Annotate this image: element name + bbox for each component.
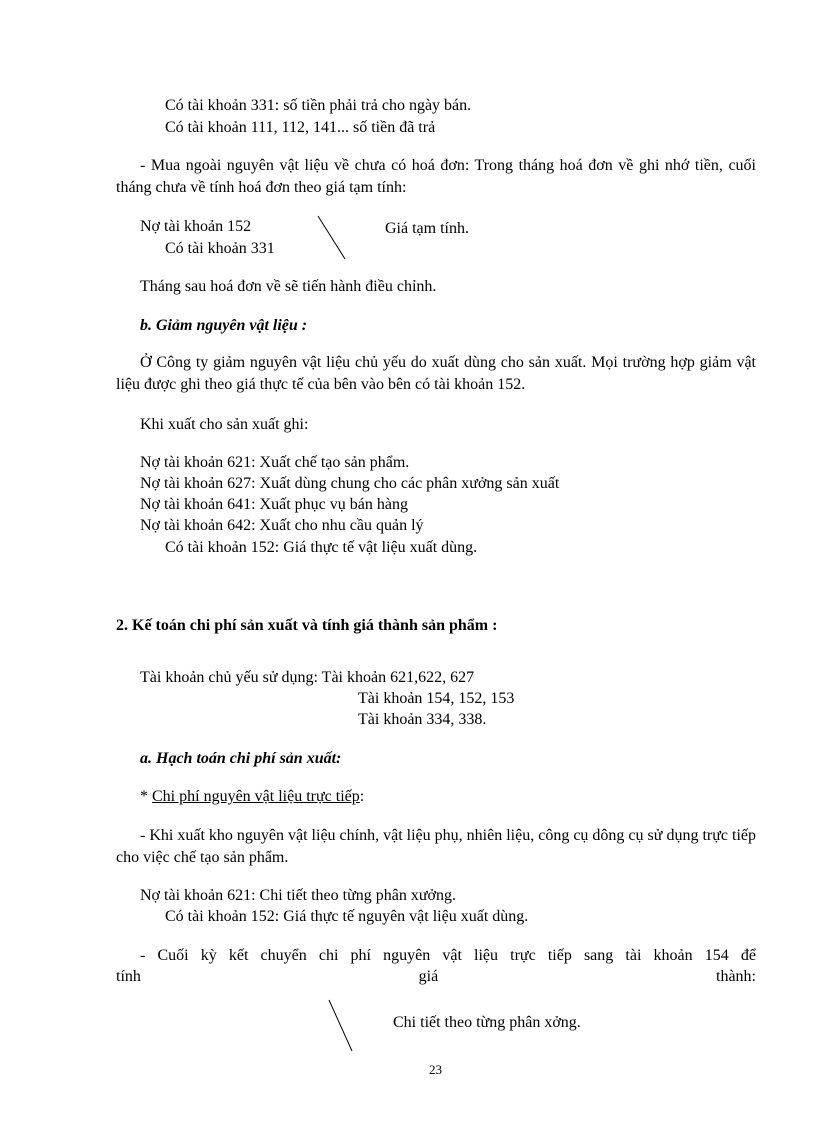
khi-xuat-kho-paragraph: - Khi xuất kho nguyên vật liệu chính, vật liệu phụ, nhiên liệu, công cụ dông cụ sử dụng trực tiếp cho việc chế tạo sản phẩm.: [116, 827, 756, 866]
colon: :: [359, 788, 365, 805]
cong-ty-paragraph: Ở Công ty giảm nguyên vật liệu chủ yếu do xuất dùng cho sản xuất. Mọi trường hợp giảm vật liệu được ghi theo giá thực tế của bên vào bên có tài khoản 152.: [116, 354, 756, 393]
heading-2: 2. Kế toán chi phí sản xuất và tính giá thành sản phẩm :: [116, 617, 498, 634]
no627-line: Nợ tài khoản 627: Xuất dùng chung cho các phân xưởng sản xuất: [140, 475, 560, 492]
cp-nvl-text: Chi phí nguyên vật liệu trực tiếp: [152, 788, 360, 805]
star-bullet: *: [140, 788, 152, 805]
tk334-line: Tài khoản 334, 338.: [358, 711, 487, 728]
co111-line: Có tài khoản 111, 112, 141... số tiền đã trả: [165, 119, 436, 136]
gia-word: giá: [418, 968, 439, 985]
mua-ngoai-paragraph: - Mua ngoài nguyên vật liệu về chưa có hoá đơn: Trong tháng hoá đơn về ghi nhớ tiền, cuối tháng chưa về tính hoá đơn theo giá tạm tính:: [116, 157, 756, 196]
heading-b: b. Giảm nguyên vật liệu :: [140, 317, 308, 334]
heading-a: a. Hạch toán chi phí sản xuất:: [140, 750, 342, 767]
tk154-line: Tài khoản 154, 152, 153: [358, 690, 515, 707]
chi-tiet-line: Chi tiết theo từng phân xởng.: [393, 1014, 581, 1031]
co152b-line: Có tài khoản 152: Giá thực tế nguyên vật liệu xuất dùng.: [165, 908, 529, 925]
cp-nvl-line: [140, 787, 364, 807]
no621b-line: Nợ tài khoản 621: Chi tiết theo từng phân xưởng.: [140, 887, 457, 904]
gia-tam-tinh: Giá tạm tính.: [385, 220, 469, 237]
co331b-line: Có tài khoản 331: [165, 240, 275, 257]
thanh-word: thành:: [716, 968, 756, 985]
thang-sau-line: Tháng sau hoá đơn về sẽ tiến hành điều chỉnh.: [140, 278, 437, 295]
co331-line: Có tài khoản 331: số tiền phải trả cho ngày bán.: [165, 97, 472, 114]
no152-line: Nợ tài khoản 152: [140, 218, 252, 235]
tk-chu-yeu-line: Tài khoản chủ yếu sử dụng: Tài khoản 621,622, 627: [140, 669, 475, 686]
no621-line: Nợ tài khoản 621: Xuất chế tạo sản phẩm.: [140, 454, 410, 471]
no641-line: Nợ tài khoản 641: Xuất phục vụ bán hàng: [140, 496, 408, 513]
diagonal-line: [317, 215, 347, 261]
page-number: 23: [429, 1062, 442, 1077]
tinh-word: tính: [116, 968, 141, 985]
khi-xuat-line: Khi xuất cho sản xuất ghi:: [140, 416, 309, 433]
tinh-gia-thanh-line: [116, 967, 756, 987]
co152-line: Có tài khoản 152: Giá thực tế vật liệu xuất dùng.: [165, 539, 478, 556]
no642-line: Nợ tài khoản 642: Xuất cho nhu cầu quản lý: [140, 517, 424, 534]
diagonal-line-2: [328, 999, 354, 1053]
cuoi-ky-line: - Cuối kỳ kết chuyển chi phí nguyên vật liệu trực tiếp sang tài khoản 154 để: [140, 947, 756, 964]
